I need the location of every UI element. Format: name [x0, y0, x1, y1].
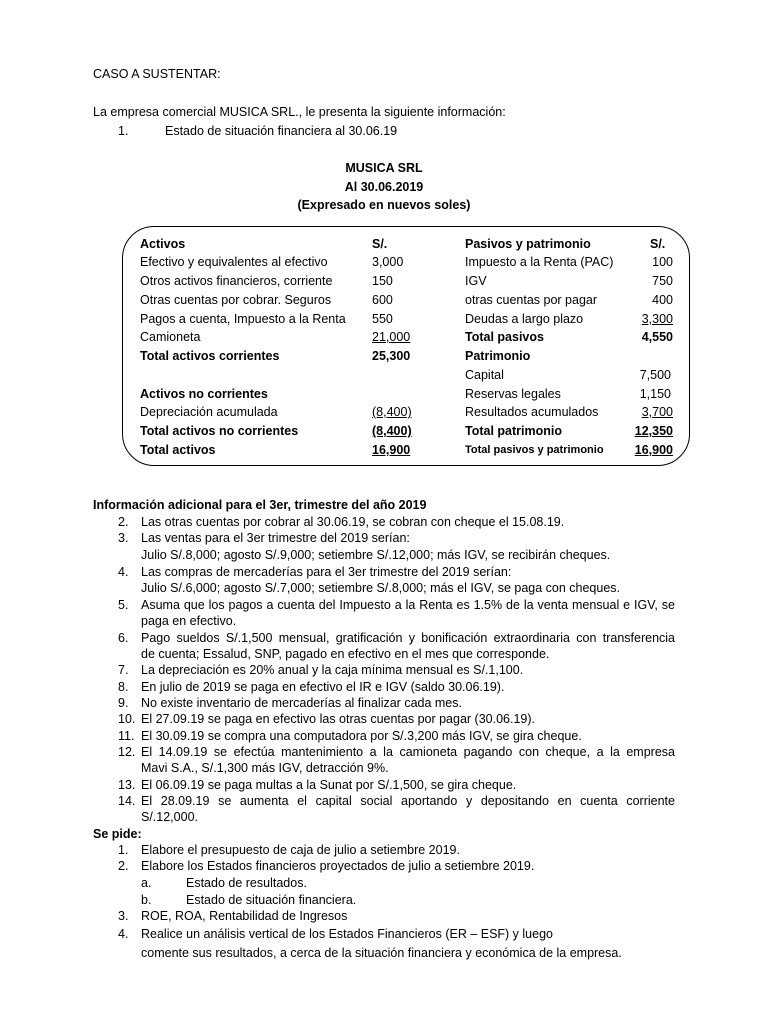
statement-date: Al 30.06.2019 [344, 180, 424, 194]
asset-section-label: Activos no corrientes [140, 387, 268, 401]
list-item-text-cont: S/.12,000. [141, 810, 198, 824]
list-number: 3. [118, 531, 129, 545]
list-item-text: El 27.09.19 se paga en efectivo las otras cuentas por pagar (30.06.19). [141, 712, 536, 726]
intro-text: La empresa comercial MUSICA SRL., le presenta la siguiente información: [93, 105, 506, 119]
asset-label: Camioneta [140, 330, 201, 344]
asset-label: Otros activos financieros, corriente [140, 274, 333, 288]
asset-total-value: (8,400) [372, 424, 412, 438]
asset-value: (8,400) [372, 405, 412, 419]
equity-label: Reservas legales [465, 387, 561, 401]
case-title: CASO A SUSTENTAR: [93, 67, 221, 81]
grand-total-label: Total pasivos y patrimonio [465, 444, 604, 456]
liability-value: 750 [652, 274, 673, 288]
liability-value: 100 [652, 255, 673, 269]
list-item-text: La depreciación es 20% anual y la caja mínima mensual es S/.1,100. [141, 663, 524, 677]
request-item-text: Elabore los Estados financieros proyectados de julio a setiembre 2019. [141, 859, 535, 873]
assets-header: Activos [140, 237, 186, 251]
request-title: Se pide: [93, 827, 142, 841]
list-number: 12. [118, 745, 136, 759]
list-number: 14. [118, 794, 136, 808]
currency-note: (Expresado en nuevos soles) [297, 198, 471, 212]
asset-value: 550 [372, 312, 393, 326]
asset-label: Pagos a cuenta, Impuesto a la Renta [140, 312, 346, 326]
list-item-text: El 28.09.19 se aumenta el capital social aportando y depositando en cuenta corriente [141, 794, 675, 808]
asset-total-label: Total activos [140, 443, 216, 457]
list-number: 1. [118, 843, 129, 857]
equity-total-label: Total patrimonio [465, 424, 562, 438]
list-number: 9. [118, 696, 129, 710]
request-subitem-text: Estado de situación financiera. [186, 893, 357, 907]
equity-section-label: Patrimonio [465, 349, 531, 363]
list-number: 4. [118, 565, 129, 579]
list-item-text-cont: Julio S/.8,000; agosto S/.9,000; setiembre S/.12,000; más IGV, se recibirán cheques. [141, 548, 611, 562]
equity-value: 1,150 [639, 387, 671, 401]
assets-currency: S/. [372, 237, 388, 251]
asset-value: 3,000 [372, 255, 404, 269]
request-item-text-cont: comente sus resultados, a cerca de la situación financiera y económica de la empresa. [141, 946, 622, 960]
list-number: 8. [118, 680, 129, 694]
liability-total-label: Total pasivos [465, 330, 544, 344]
list-item-text: No existe inventario de mercaderías al finalizar cada mes. [141, 696, 462, 710]
request-item-text: Realice un análisis vertical de los Estados Financieros (ER – ESF) y luego [141, 927, 553, 941]
request-item-text: ROE, ROA, Rentabilidad de Ingresos [141, 909, 348, 923]
asset-value: 150 [372, 274, 393, 288]
list-number: 7. [118, 663, 129, 677]
list-item-text-cont: paga en efectivo. [141, 614, 237, 628]
list-item-text: Las otras cuentas por cobrar al 30.06.19, se cobran con cheque el 15.08.19. [141, 515, 565, 529]
liabilities-currency: S/. [650, 237, 666, 251]
liability-label: Deudas a largo plazo [465, 312, 584, 326]
request-item-text: Elabore el presupuesto de caja de julio a setiembre 2019. [141, 843, 460, 857]
asset-label: Efectivo y equivalentes al efectivo [140, 255, 328, 269]
list-item-text: En julio de 2019 se paga en efectivo el IR e IGV (saldo 30.06.19). [141, 680, 505, 694]
list-number: 3. [118, 909, 129, 923]
list-number: 4. [118, 927, 129, 941]
list-number: 2. [118, 515, 129, 529]
list-number: 11. [118, 729, 135, 743]
liabilities-header: Pasivos y patrimonio [465, 237, 591, 251]
list-item-text-cont: Julio S/.6,000; agosto S/.7,000; setiembre S/.8,000; más el IGV, se paga con cheques. [141, 581, 621, 595]
list-item-text-cont: Mavi S.A., S/.1,300 más IGV, detracción 9%. [141, 761, 389, 775]
list-number: 6. [118, 631, 129, 645]
asset-value: 600 [372, 293, 393, 307]
list-item-text-cont: de cuenta; Essalud, SNP, pagado en efectivo en el mes que corresponde. [141, 647, 550, 661]
item-1-text: Estado de situación financiera al 30.06.19 [165, 124, 398, 138]
list-item-text: El 06.09.19 se paga multas a la Sunat por S/.1,500, se gira cheque. [141, 778, 517, 792]
company-name: MUSICA SRL [345, 161, 423, 175]
list-number: 10. [118, 712, 136, 726]
list-number: 5. [118, 598, 129, 612]
asset-total-label: Total activos no corrientes [140, 424, 299, 438]
additional-info-title: Información adicional para el 3er, trimestre del año 2019 [93, 498, 427, 512]
request-subitem-text: Estado de resultados. [186, 876, 307, 890]
liability-value: 400 [652, 293, 673, 307]
asset-value: 21,000 [372, 330, 411, 344]
equity-total-value: 12,350 [634, 424, 673, 438]
equity-value: 3,700 [641, 405, 673, 419]
list-item-text: El 30.09.19 se compra una computadora por S/.3,200 más IGV, se gira cheque. [141, 729, 582, 743]
asset-total-value: 16,900 [372, 443, 411, 457]
asset-label: Depreciación acumulada [140, 405, 278, 419]
list-item-text: El 14.09.19 se efectúa mantenimiento a la camioneta pagando con cheque, a la empresa [141, 745, 675, 759]
sub-list-letter: a. [141, 876, 152, 890]
liability-total-value: 4,550 [641, 330, 673, 344]
liability-label: IGV [465, 274, 487, 288]
asset-total-label: Total activos corrientes [140, 349, 280, 363]
list-number: 2. [118, 859, 129, 873]
equity-value: 7,500 [639, 368, 671, 382]
sub-list-letter: b. [141, 893, 152, 907]
liability-value: 3,300 [641, 312, 673, 326]
list-item-text: Las ventas para el 3er trimestre del 2019 serían: [141, 531, 410, 545]
liability-label: Impuesto a la Renta (PAC) [465, 255, 614, 269]
equity-label: Capital [465, 368, 504, 382]
asset-label: Otras cuentas por cobrar. Seguros [140, 293, 332, 307]
equity-label: Resultados acumulados [465, 405, 599, 419]
grand-total-value: 16,900 [634, 443, 673, 457]
list-item-text: Pago sueldos S/.1,500 mensual, gratificación y bonificación extraordinaria con transferencia [141, 631, 675, 645]
liability-label: otras cuentas por pagar [465, 293, 598, 307]
list-item-text: Asuma que los pagos a cuenta del Impuesto a la Renta es 1.5% de la venta mensual e IGV, se [141, 598, 675, 612]
list-item-text: Las compras de mercaderías para el 3er trimestre del 2019 serían: [141, 565, 512, 579]
asset-total-value: 25,300 [372, 349, 411, 363]
item-1-number: 1. [118, 124, 129, 138]
list-number: 13. [118, 778, 136, 792]
